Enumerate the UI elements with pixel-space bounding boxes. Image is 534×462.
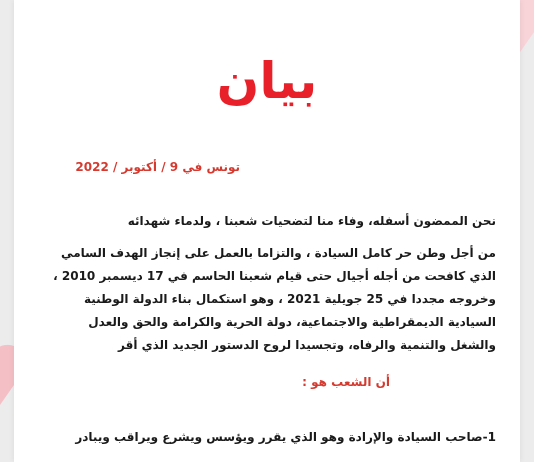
list-item-1: 1-صاحب السيادة والإرادة وهو الذي يقرر ويؤسس ويشرع ويراقب ويبادر [75, 430, 496, 444]
dateline: تونس في 9 / أكتوبر / 2022 [75, 160, 240, 174]
paragraph-line-3: وخروجه مجددا في 25 جويلية 2021 ، وهو استكمال بناء الدولة الوطنية [83, 292, 496, 306]
document-body [36, 210, 496, 357]
intro-line: نحن الممضون أسفله، وفاء منا لتضحيات شعبنا ، ولدماء شهدائه [127, 214, 496, 228]
document-title: بيان [216, 52, 318, 110]
paragraph-line-2: الذي كافحت من أجله أجيال حتى قيام شعبنا الحاسم في 17 ديسمبر 2010 ، [53, 269, 496, 283]
section-subheading: أن الشعب هو : [302, 375, 390, 389]
paragraph-line-1: من أجل وطن حر كامل السيادة ، والتزاما بالعمل على إنجاز الهدف السامي [61, 246, 496, 260]
document-page [14, 0, 520, 462]
paragraph-line-5: والشغل والتنمية والرفاه، وتجسيدا لروح الدستور الجديد الذي أقر [118, 338, 496, 352]
paragraph-line-4: السيادية الديمقراطية والاجتماعية، دولة الحرية والكرامة والحق والعدل [88, 315, 496, 329]
